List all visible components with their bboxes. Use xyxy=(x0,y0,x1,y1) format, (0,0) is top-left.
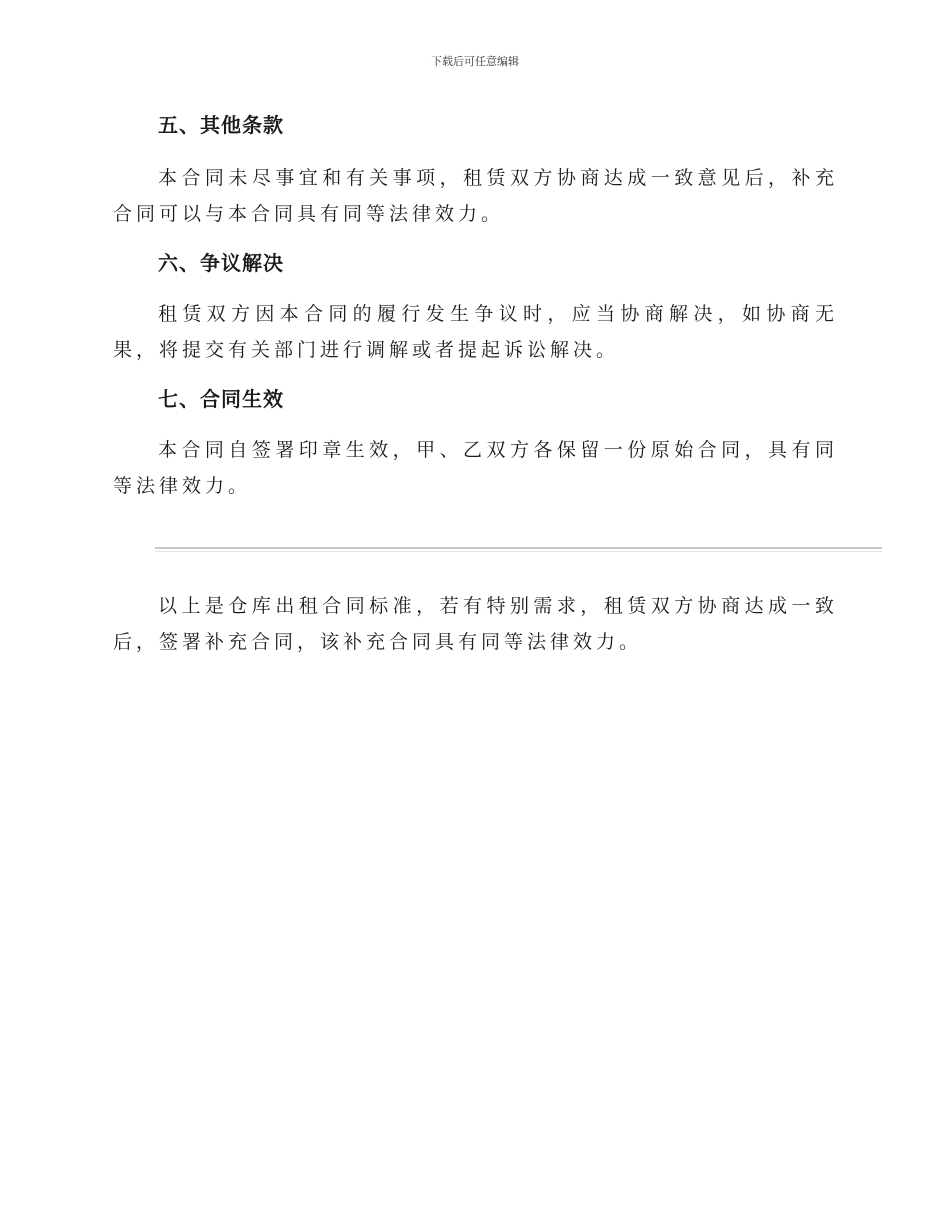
section-paragraph-dispute-resolution: 租赁双方因本合同的履行发生争议时，应当协商解决，如协商无果，将提交有关部门进行调解或者提起诉讼解决。 xyxy=(113,303,838,361)
section-divider xyxy=(155,547,882,552)
section-heading-dispute-resolution: 六、争议解决 xyxy=(158,251,284,275)
page-header: 下载后可任意编辑 xyxy=(431,55,519,68)
section-paragraph-other-terms: 本合同未尽事宜和有关事项，租赁双方协商达成一致意见后，补充合同可以与本合同具有同等法律效力。 xyxy=(113,167,838,225)
closing-block xyxy=(113,588,838,660)
section-heading-contract-effect: 七、合同生效 xyxy=(158,387,284,411)
section-paragraph-contract-effect: 本合同自签署印章生效，甲、乙双方各保留一份原始合同，具有同等法律效力。 xyxy=(113,439,838,497)
document-body xyxy=(113,110,838,504)
section-heading-other-terms: 五、其他条款 xyxy=(158,113,284,137)
closing-paragraph: 以上是仓库出租合同标准，若有特别需求，租赁双方协商达成一致后，签署补充合同，该补充合同具有同等法律效力。 xyxy=(113,595,838,653)
